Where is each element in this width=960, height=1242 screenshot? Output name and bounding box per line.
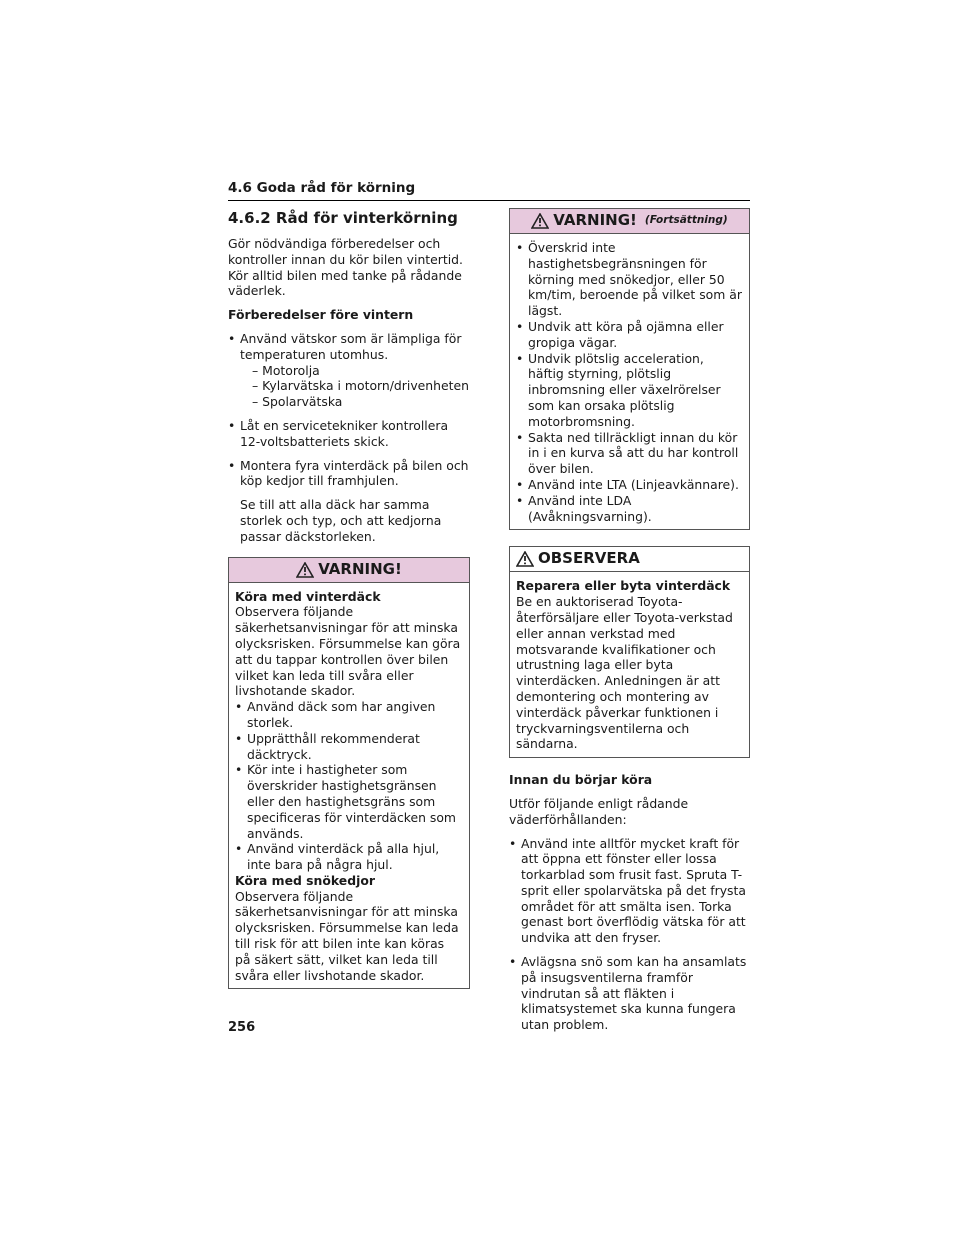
warning-text: Observera följande säkerhetsanvisningar för att minska olycksrisken. Försummelse kan leda till risk för att bilen inte kan köras på säkert sätt, vilket kan leda till svåra eller livshotande skador. bbox=[235, 888, 459, 983]
notice-text: Be en auktoriserad Toyota-återförsäljare eller Toyota-verkstad eller annan verkstad med motsvarande kvalifikationer och utrustning laga eller byta vinterdäcken. Anledningen är att demontering och montering av vinterdäck påverkar funktionen i tryckvarningsventilerna och sändarna. bbox=[516, 594, 733, 752]
sublist-item: – Motorolja bbox=[252, 362, 320, 378]
warning-triangle-icon bbox=[296, 562, 314, 578]
warning-body bbox=[229, 583, 469, 989]
list-item: • Använd vinterdäck på alla hjul, inte bara på några hjul. bbox=[235, 841, 463, 873]
continuation-label: (Fortsättning) bbox=[644, 214, 728, 227]
page-heading: 4.6.2 Råd för vinterkörning bbox=[228, 209, 458, 227]
notice-body bbox=[510, 572, 749, 757]
warning-title: VARNING! bbox=[553, 211, 637, 230]
list-item: • Använd inte LTA (Linjeavkännare). bbox=[516, 477, 743, 493]
section-header: 4.6 Goda råd för körning bbox=[228, 180, 750, 201]
warning-triangle-icon bbox=[516, 551, 534, 567]
list-item: • Använd däck som har angiven storlek. bbox=[235, 699, 463, 731]
list-item: • Kör inte i hastigheter som överskrider hastighetsgränsen eller den hastighetsgräns som specificeras för vinterdäcken som används. bbox=[235, 762, 463, 841]
list-item: • Undvik att köra på ojämna eller gropiga vägar. bbox=[516, 319, 743, 351]
warning-header bbox=[229, 558, 469, 583]
list-item: • Använd inte alltför mycket kraft för att öppna ett fönster eller lossa torkarblad som frusit fast. Spruta T-sprit eller spolarvätska på det frysta området för att smälta isen. Torka genast bort överflödig vätska för att undvika att den fryser. bbox=[509, 836, 750, 947]
list-item: • Undvik plötslig acceleration, häftig styrning, plötslig inbromsning eller växelrörelser som kan orsaka plötslig motorbromsning. bbox=[516, 351, 743, 430]
list-item bbox=[228, 331, 470, 410]
list-item: • Låt en servicetekniker kontrollera 12-voltsbatteriets skick. bbox=[228, 418, 470, 450]
before-driving-list bbox=[509, 836, 750, 1034]
warning-header bbox=[510, 209, 749, 234]
warning-body bbox=[510, 234, 749, 529]
warning-triangle-icon bbox=[531, 213, 549, 229]
notice-header bbox=[510, 547, 749, 572]
list-item-extra: Se till att alla däck har samma storlek och typ, och att kedjorna passar däckstorleken. bbox=[240, 497, 442, 544]
notice-title: OBSERVERA bbox=[538, 549, 640, 568]
list-item: • Överskrid inte hastighetsbegränsningen för körning med snökedjor, eller 50 km/tim, beroende på vilket som är lägst. bbox=[516, 240, 743, 319]
warning-subtitle: Köra med vinterdäck bbox=[235, 588, 381, 604]
sublist-item: – Kylarvätska i motorn/drivenheten bbox=[252, 378, 469, 394]
warning-list bbox=[516, 240, 743, 524]
warning-continued-box bbox=[509, 208, 750, 530]
before-driving-title: Innan du börjar köra bbox=[509, 772, 653, 788]
right-column bbox=[509, 208, 750, 1041]
page-number: 256 bbox=[228, 1020, 256, 1035]
intro-text: Gör nödvändiga förberedelser och kontroller innan du kör bilen vintertid. Kör alltid bilen med tanke på rådande väderlek. bbox=[228, 236, 463, 299]
list-item: • Sakta ned tillräckligt innan du kör in i en kurva så att du har kontroll över bilen. bbox=[516, 430, 743, 477]
notice-subtitle: Reparera eller byta vinterdäck bbox=[516, 578, 731, 594]
before-driving-intro: Utför följande enligt rådande väderförhållanden: bbox=[509, 795, 689, 827]
list-item-text: Montera fyra vinterdäck på bilen och köp kedjor till framhjulen. bbox=[240, 457, 469, 489]
fluid-sublist bbox=[240, 363, 470, 410]
list-item: • Avlägsna snö som kan ha ansamlats på insugsventilerna framför vindrutan så att fläkten i klimatsystemet ska kunna fungera utan problem. bbox=[509, 954, 750, 1033]
left-column bbox=[228, 208, 470, 989]
prep-list bbox=[228, 331, 470, 545]
warning-text: Observera följande säkerhetsanvisningar för att minska olycksrisken. Försummelse kan göra att du tappar kontrollen över bilen vilket kan leda till svåra eller livshotande skador. bbox=[235, 604, 461, 699]
list-item-text: Använd vätskor som är lämpliga för temperaturen utomhus. bbox=[240, 330, 462, 362]
list-item: • Använd inte LDA (Avåkningsvarning). bbox=[516, 493, 743, 525]
notice-box bbox=[509, 546, 750, 758]
warning-list bbox=[235, 699, 463, 873]
list-item: • Upprätthåll rekommenderat däcktryck. bbox=[235, 731, 463, 763]
warning-subtitle: Köra med snökedjor bbox=[235, 872, 375, 888]
sublist-item: – Spolarvätska bbox=[252, 394, 343, 410]
list-item bbox=[228, 458, 470, 545]
warning-title: VARNING! bbox=[318, 559, 402, 578]
prep-title: Förberedelser före vintern bbox=[228, 307, 414, 323]
warning-box bbox=[228, 557, 470, 990]
